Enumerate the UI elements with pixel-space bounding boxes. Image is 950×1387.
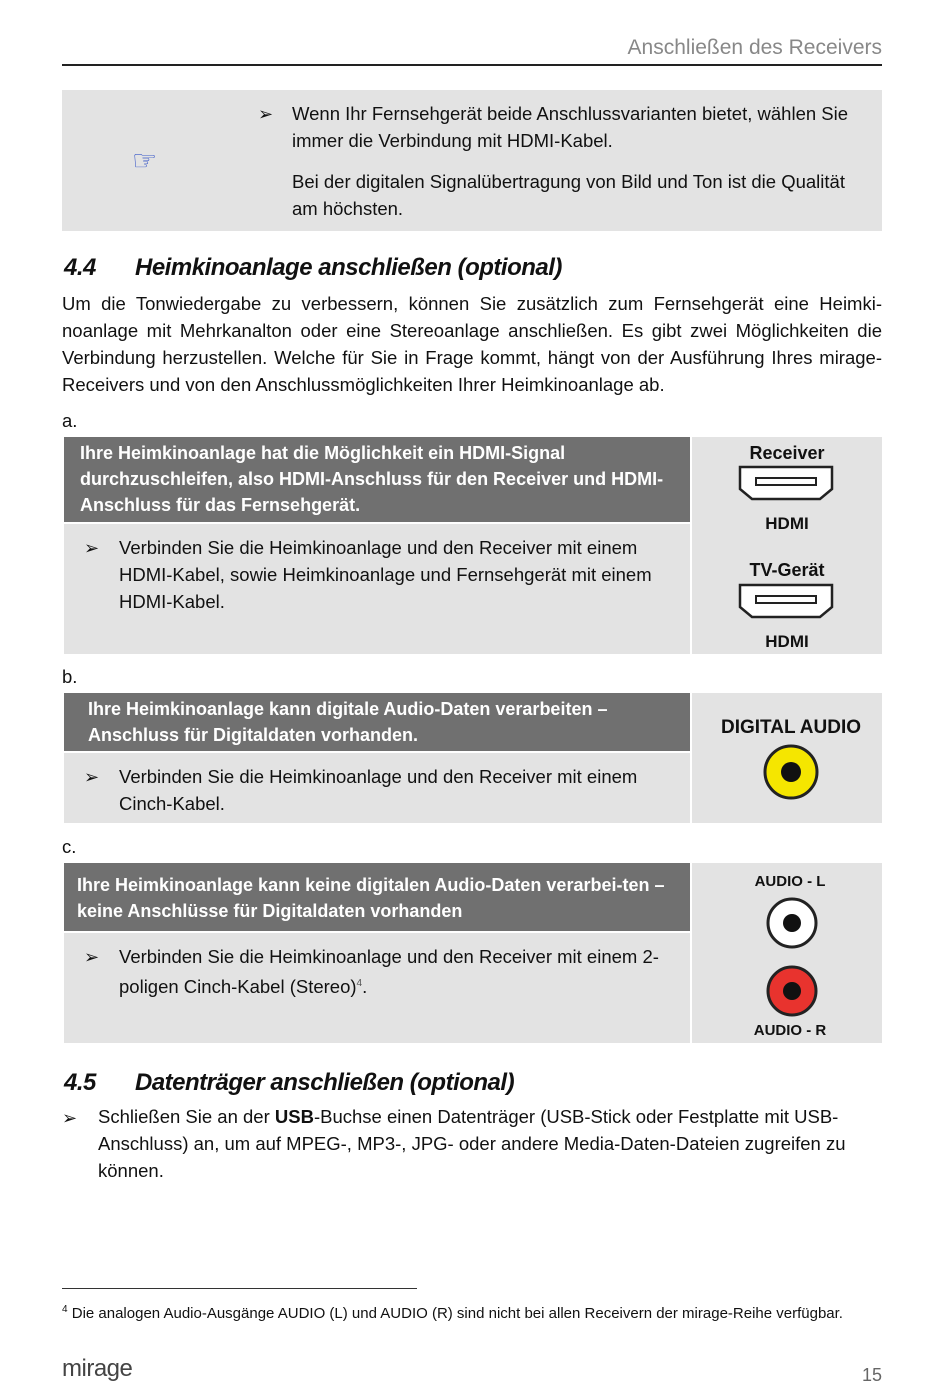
usb-instruction [98,1103,858,1184]
instruction-end: . [362,976,368,998]
usb-text-before: Schließen Sie an der [98,1106,275,1127]
option-body [64,753,690,823]
bullet-arrow-icon: ➢ [84,538,100,558]
section-title: Heimkinoanlage anschließen (optional) [135,254,562,281]
rca-jack-white-icon [765,896,819,950]
option-header: Ihre Heimkinoanlage kann keine digitalen Audio-Daten verarbei-ten – keine Anschlüsse für Digitaldaten vorhanden [64,863,690,931]
mirage-logo-graphic [62,1356,148,1382]
audio-l-label: AUDIO - L [754,873,826,890]
instruction-text: Verbinden Sie die Heimkinoanlage und den Receiver mit einem 2-poligen Cinch-Kabel (Stereo) [119,946,659,998]
usb-text-after: -Buchse einen Datenträger (USB-Stick oder Festplatte mit USB-Anschluss) an, um auf MPEG-, MP3-, JPG- oder andere Media-Daten-Dateien zugreifen zu können. [98,1106,846,1181]
option-body [64,933,690,1043]
option-letter: a. [62,410,78,431]
page-number: 15 [861,1365,882,1385]
footnote [62,1299,882,1324]
note-text-1: Wenn Ihr Fernsehgerät beide Anschlussvarianten bietet, wählen Sie immer die Verbindung mit HDMI-Kabel. [292,103,849,151]
page-header-title: Anschließen des Receivers [627,36,882,59]
audio-r-label: AUDIO - R [753,1022,827,1039]
section-title: Datenträger anschließen (optional) [135,1069,515,1096]
section-intro: Um die Tonwiedergabe zu verbessern, können Sie zusätzlich zum Fernsehgerät eine Heimki-noanlage mit Mehrkanalton oder eine Stereoanlage anschließen. Es gibt zwei Möglichkeiten die Verbindung herzustellen. Welche für Sie in Frage kommt, hängt von der Ausführung Ihres mirage-Receivers und von den Anschlussmöglichkeiten Ihrer Heimkinoanlage ab. [62,293,882,395]
footnote-ref: 4 [356,978,363,989]
section-number: 4.4 [64,254,96,281]
hdmi-label: HDMI [765,514,809,533]
option-letter: c. [62,836,77,857]
section-number: 4.5 [64,1069,96,1096]
option-instruction [119,943,679,1000]
option-header: Ihre Heimkinoanlage hat die Möglichkeit ein HDMI-Signal durchzuschleifen, also HDMI-Anschluss für den Receiver und HDMI-Anschluss für das Fernsehgerät. [64,437,690,522]
hdmi-port-icon [738,465,834,501]
footnote-rule [62,1288,417,1289]
usb-text-bold: USB [274,1106,314,1127]
analog-audio-image [692,863,882,1043]
pointing-hand-icon: ☞ [132,145,158,176]
bullet-arrow-icon: ➢ [84,767,100,787]
note-box [62,90,882,231]
note-text-2: Bei der digitalen Signalübertragung von Bild und Ton ist die Qualität am höchsten. [292,171,845,219]
option-instruction: Verbinden Sie die Heimkinoanlage und den Receiver mit einem HDMI-Kabel, sowie Heimkinoanlage und Fernsehgerät mit einem HDMI-Kabel. [119,537,652,612]
bullet-arrow-icon: ➢ [84,947,100,967]
digital-audio-label: DIGITAL AUDIO [720,717,862,738]
bullet-arrow-icon: ➢ [62,1108,78,1128]
option-header: Ihre Heimkinoanlage kann digitale Audio-Daten verarbeiten – Anschluss für Digitaldaten vorhanden. [64,693,690,751]
tv-label: TV-Gerät [749,560,825,580]
bullet-arrow-icon: ➢ [258,104,274,124]
hdmi-port-icon [738,583,834,619]
hdmi-label: HDMI [765,632,809,651]
option-body [64,524,690,654]
footnote-marker: 4 [62,1304,68,1315]
header-rule [62,64,882,66]
logo-text: mirage [62,1356,133,1382]
mirage-logo [62,1356,148,1387]
rca-jack-red-icon [765,964,819,1018]
rca-jack-yellow-icon [762,743,820,801]
receiver-label: Receiver [749,443,825,463]
footnote-text: Die analogen Audio-Ausgänge AUDIO (L) und AUDIO (R) sind nicht bei allen Receivern der mirage-Reihe verfügbar. [67,1305,843,1322]
option-letter: b. [62,666,78,687]
option-instruction: Verbinden Sie die Heimkinoanlage und den Receiver mit einem Cinch-Kabel. [119,766,638,814]
digital-audio-image [692,693,882,823]
hdmi-ports-image [692,437,882,654]
